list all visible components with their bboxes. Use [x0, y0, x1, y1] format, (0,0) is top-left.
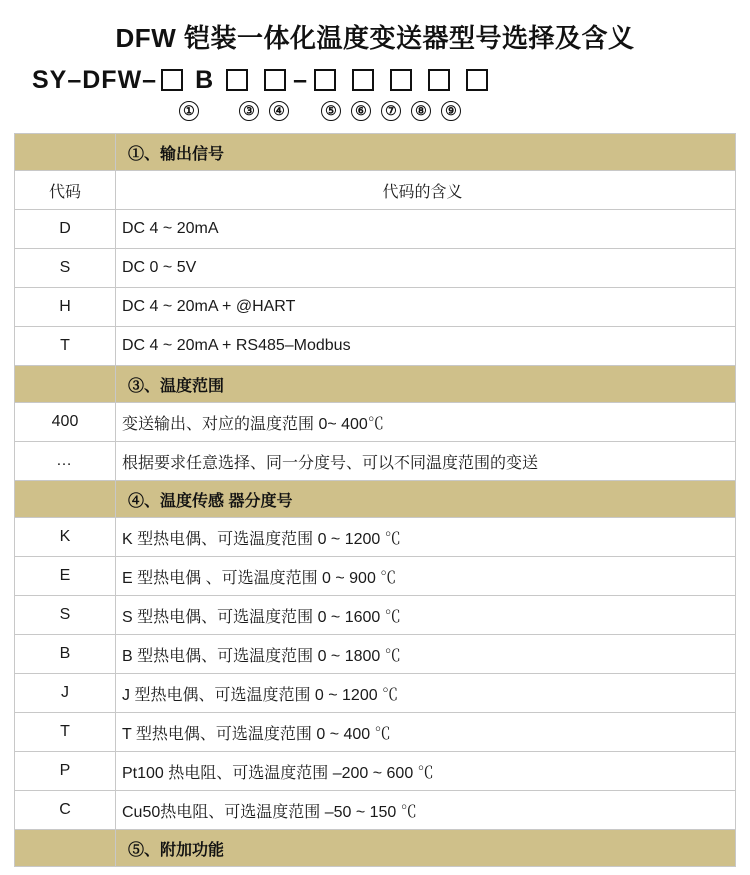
row-meaning: DC 4 ~ 20mA + @HART: [116, 288, 736, 327]
row-meaning: Cu50热电阻、可选温度范围 –50 ~ 150 ℃: [116, 791, 736, 830]
model-code-block: [14, 63, 736, 133]
table-row: [15, 288, 736, 327]
table-section-header: [15, 134, 736, 171]
row-code: D: [15, 210, 116, 249]
row-meaning: 根据要求任意选择、同一分度号、可以不同温度范围的变送: [116, 442, 736, 481]
model-box-8[interactable]: [428, 69, 450, 91]
specification-table: [14, 133, 736, 867]
row-code: T: [15, 327, 116, 366]
marker-6: ⑥: [351, 101, 371, 121]
marker-4: ④: [269, 101, 289, 121]
section-code-cell: [15, 830, 116, 867]
row-code: B: [15, 635, 116, 674]
row-meaning: B 型热电偶、可选温度范围 0 ~ 1800 ℃: [116, 635, 736, 674]
section-code-cell: [15, 134, 116, 171]
model-dash: –: [293, 65, 308, 94]
table-section-header: [15, 366, 736, 403]
section-code-cell: [15, 481, 116, 518]
marker-5: ⑤: [321, 101, 341, 121]
section-code-cell: [15, 366, 116, 403]
model-box-1[interactable]: [161, 69, 183, 91]
table-column-header-row: [15, 171, 736, 210]
row-code: …: [15, 442, 116, 481]
marker-3: ③: [239, 101, 259, 121]
row-code: H: [15, 288, 116, 327]
table-row: [15, 518, 736, 557]
row-meaning: Pt100 热电阻、可选温度范围 –200 ~ 600 ℃: [116, 752, 736, 791]
row-meaning: DC 4 ~ 20mA + RS485–Modbus: [116, 327, 736, 366]
model-marker-row: [32, 97, 736, 123]
section-title: ③、温度范围: [116, 366, 736, 403]
table-row: [15, 210, 736, 249]
model-box-5[interactable]: [314, 69, 336, 91]
model-box-7[interactable]: [390, 69, 412, 91]
table-section-header: [15, 830, 736, 867]
row-code: S: [15, 249, 116, 288]
row-code: P: [15, 752, 116, 791]
marker-9: ⑨: [441, 101, 461, 121]
row-meaning: S 型热电偶、可选温度范围 0 ~ 1600 ℃: [116, 596, 736, 635]
model-box-3[interactable]: [226, 69, 248, 91]
table-row: [15, 596, 736, 635]
table-row: [15, 442, 736, 481]
row-meaning: 变送输出、对应的温度范围 0~ 400℃: [116, 403, 736, 442]
table-row: [15, 557, 736, 596]
table-row: [15, 752, 736, 791]
row-code: K: [15, 518, 116, 557]
row-code: E: [15, 557, 116, 596]
column-header-code: 代码: [15, 171, 116, 210]
row-code: T: [15, 713, 116, 752]
section-title: ④、温度传感 器分度号: [116, 481, 736, 518]
marker-7: ⑦: [381, 101, 401, 121]
marker-1: ①: [179, 101, 199, 121]
section-title: ①、输出信号: [116, 134, 736, 171]
model-box-4[interactable]: [264, 69, 286, 91]
model-code-row: [32, 63, 736, 97]
column-header-meaning: 代码的含义: [116, 171, 736, 210]
table-row: [15, 403, 736, 442]
table-row: [15, 674, 736, 713]
model-prefix: SY–DFW–: [32, 65, 158, 94]
row-meaning: E 型热电偶 、可选温度范围 0 ~ 900 ℃: [116, 557, 736, 596]
table-row: [15, 713, 736, 752]
table-row: [15, 327, 736, 366]
row-code: J: [15, 674, 116, 713]
model-box-9[interactable]: [466, 69, 488, 91]
row-code: 400: [15, 403, 116, 442]
model-letter-b: B: [195, 65, 215, 94]
table-row: [15, 791, 736, 830]
row-code: C: [15, 791, 116, 830]
page-title: DFW 铠装一体化温度变送器型号选择及含义: [115, 23, 635, 53]
row-meaning: J 型热电偶、可选温度范围 0 ~ 1200 ℃: [116, 674, 736, 713]
section-title: ⑤、附加功能: [116, 830, 736, 867]
model-box-6[interactable]: [352, 69, 374, 91]
row-meaning: DC 4 ~ 20mA: [116, 210, 736, 249]
marker-8: ⑧: [411, 101, 431, 121]
table-row: [15, 249, 736, 288]
table-section-header: [15, 481, 736, 518]
row-meaning: K 型热电偶、可选温度范围 0 ~ 1200 ℃: [116, 518, 736, 557]
row-meaning: T 型热电偶、可选温度范围 0 ~ 400 ℃: [116, 713, 736, 752]
table-row: [15, 635, 736, 674]
row-meaning: DC 0 ~ 5V: [116, 249, 736, 288]
row-code: S: [15, 596, 116, 635]
